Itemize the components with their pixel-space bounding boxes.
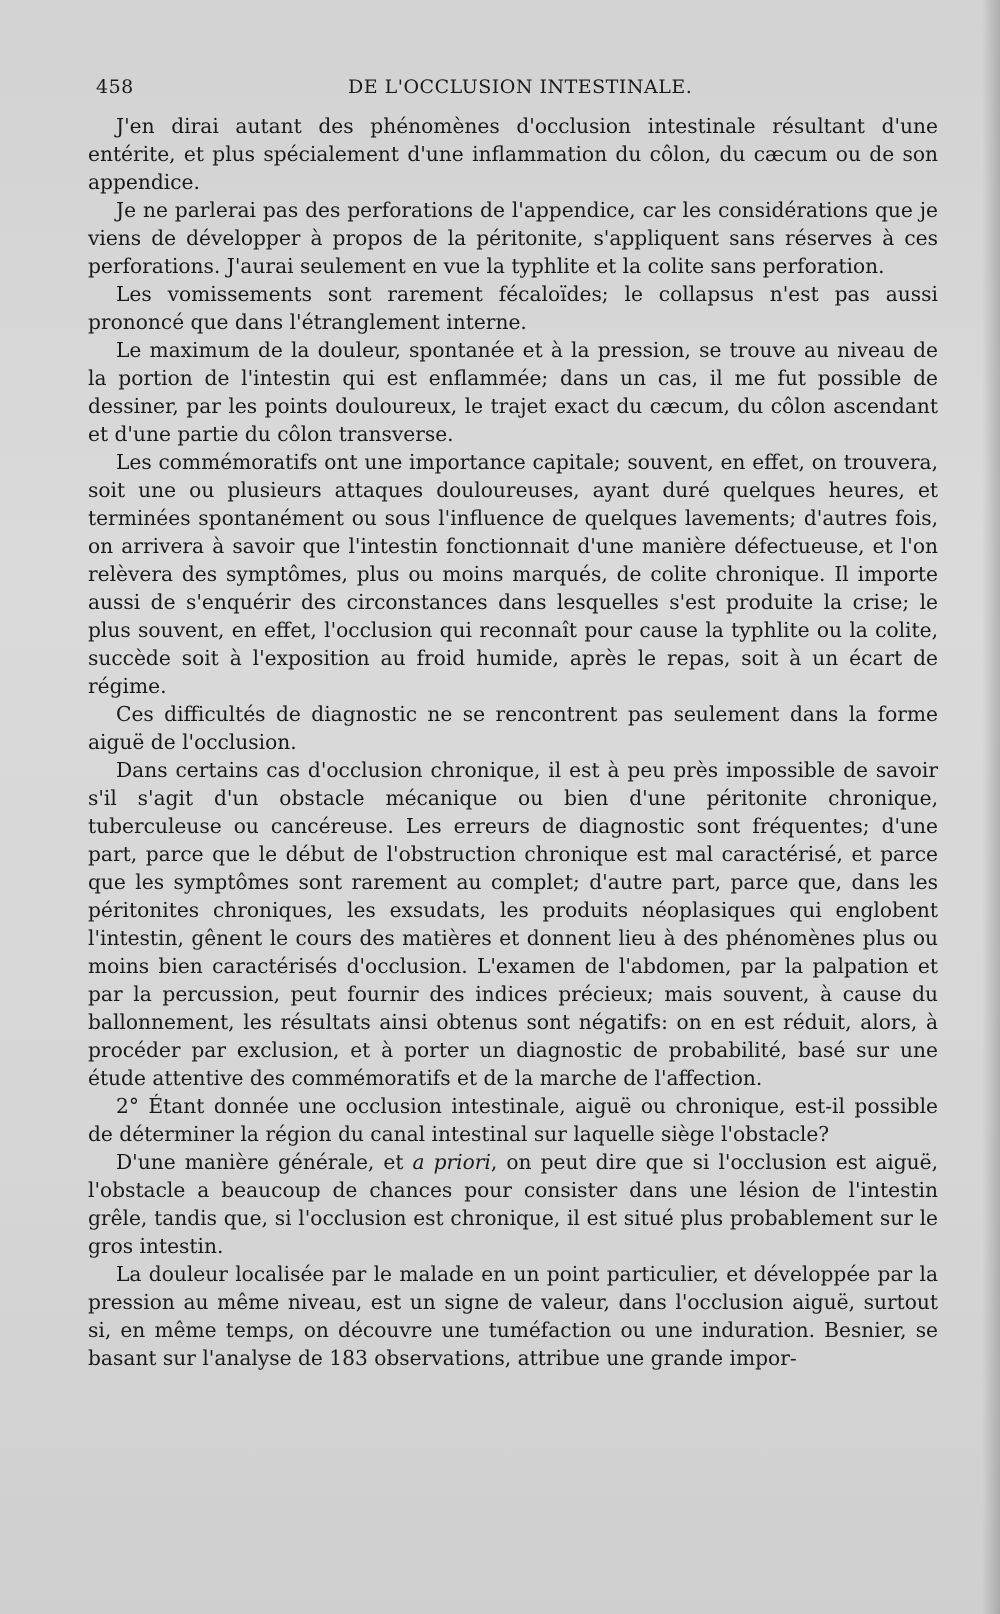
paragraph-a-priori [88, 1148, 938, 1260]
paragraph-obstacle-region: 2° Étant donnée une occlusion intestinale, aiguë ou chronique, est-il possible de déterminer la région du canal intestinal sur laquelle siège l'obstacle? [88, 1094, 938, 1146]
paragraph-diagnostic-difficulties: Ces difficultés de diagnostic ne se rencontrent pas seulement dans la forme aiguë de l'occlusion. [88, 702, 938, 754]
a-priori-italic: a priori [412, 1150, 491, 1174]
page-edge-shadow [982, 0, 1000, 1614]
body-text [88, 112, 938, 1372]
paragraph-vomiting: Les vomissements sont rarement fécaloïdes; le collapsus n'est pas aussi prononcé que dans l'étranglement interne. [88, 282, 938, 334]
paragraph-localized-pain: La douleur localisée par le malade en un point particulier, et développée par la pression au même niveau, est un signe de valeur, dans l'occlusion aiguë, surtout si, en même temps, on découvre une tuméfaction ou une induration. Besnier, se basant sur l'analyse de 183 observations, attribue une grande impor- [88, 1262, 938, 1370]
a-priori-before: D'une manière générale, et [116, 1150, 413, 1174]
paragraph-enteritis: J'en dirai autant des phénomènes d'occlusion intestinale résultant d'une entérite, et plus spécialement d'une inflammation du côlon, du cæcum ou de son appendice. [88, 114, 938, 194]
paragraph-chronic-occlusion: Dans certains cas d'occlusion chronique, il est à peu près impossible de savoir s'il s'agit d'un obstacle mécanique ou bien d'une péritonite chronique, tuberculeuse ou cancéreuse. Les erreurs de diagnostic sont fréquentes; d'une part, parce que le début de l'obstruction chronique est mal caractérisé, et parce que les symptômes sont rarement au complet; d'autre part, parce que, dans les péritonites chroniques, les exsudats, les produits néoplasiques qui englobent l'intestin, gênent le cours des matières et donnent lieu à des phénomènes plus ou moins bien caractérisés d'occlusion. L'examen de l'abdomen, par la palpation et par la percussion, peut fournir des indices précieux; mais souvent, à cause du ballonnement, les résultats ainsi obtenus sont négatifs: on en est réduit, alors, à procéder par exclusion, et à porter un diagnostic de probabilité, basé sur une étude attentive des commémoratifs et de la marche de l'affection. [88, 758, 938, 1090]
page-number: 458 [96, 76, 134, 98]
paragraph-perforations: Je ne parlerai pas des perforations de l'appendice, car les considérations que je viens de développer à propos de la péritonite, s'appliquent sans réserves à ces perforations. J'aurai seulement en vue la typhlite et la colite sans perforation. [88, 198, 938, 278]
paragraph-commemoratives: Les commémoratifs ont une importance capitale; souvent, en effet, on trouvera, soit une ou plusieurs attaques douloureuses, ayant duré quelques heures, et terminées spontanément ou sous l'influence de quelques lavements; d'autres fois, on arrivera à savoir que l'intestin fonctionnait d'une manière défectueuse, et l'on relèvera des symptômes, plus ou moins marqués, de colite chronique. Il importe aussi de s'enquérir des circonstances dans lesquelles s'est produite la crise; le plus souvent, en effet, l'occlusion qui reconnaît pour cause la typhlite ou la colite, succède soit à l'exposition au froid humide, après le repas, soit à un écart de régime. [88, 450, 938, 698]
paragraph-pain-maximum: Le maximum de la douleur, spontanée et à la pression, se trouve au niveau de la portion de l'intestin qui est enflammée; dans un cas, il me fut possible de dessiner, par les points douloureux, le trajet exact du cæcum, du côlon ascendant et d'une partie du côlon transverse. [88, 338, 938, 446]
a-priori-after: , on peut dire que si l'occlusion est aiguë, l'obstacle a beaucoup de chances pour consister dans une lésion de l'intestin grêle, tandis que, si l'occlusion est chronique, il est situé plus probablement sur le gros intestin. [88, 1150, 938, 1258]
page-header [96, 76, 942, 106]
running-title: DE L'OCCLUSION INTESTINALE. [348, 76, 693, 98]
